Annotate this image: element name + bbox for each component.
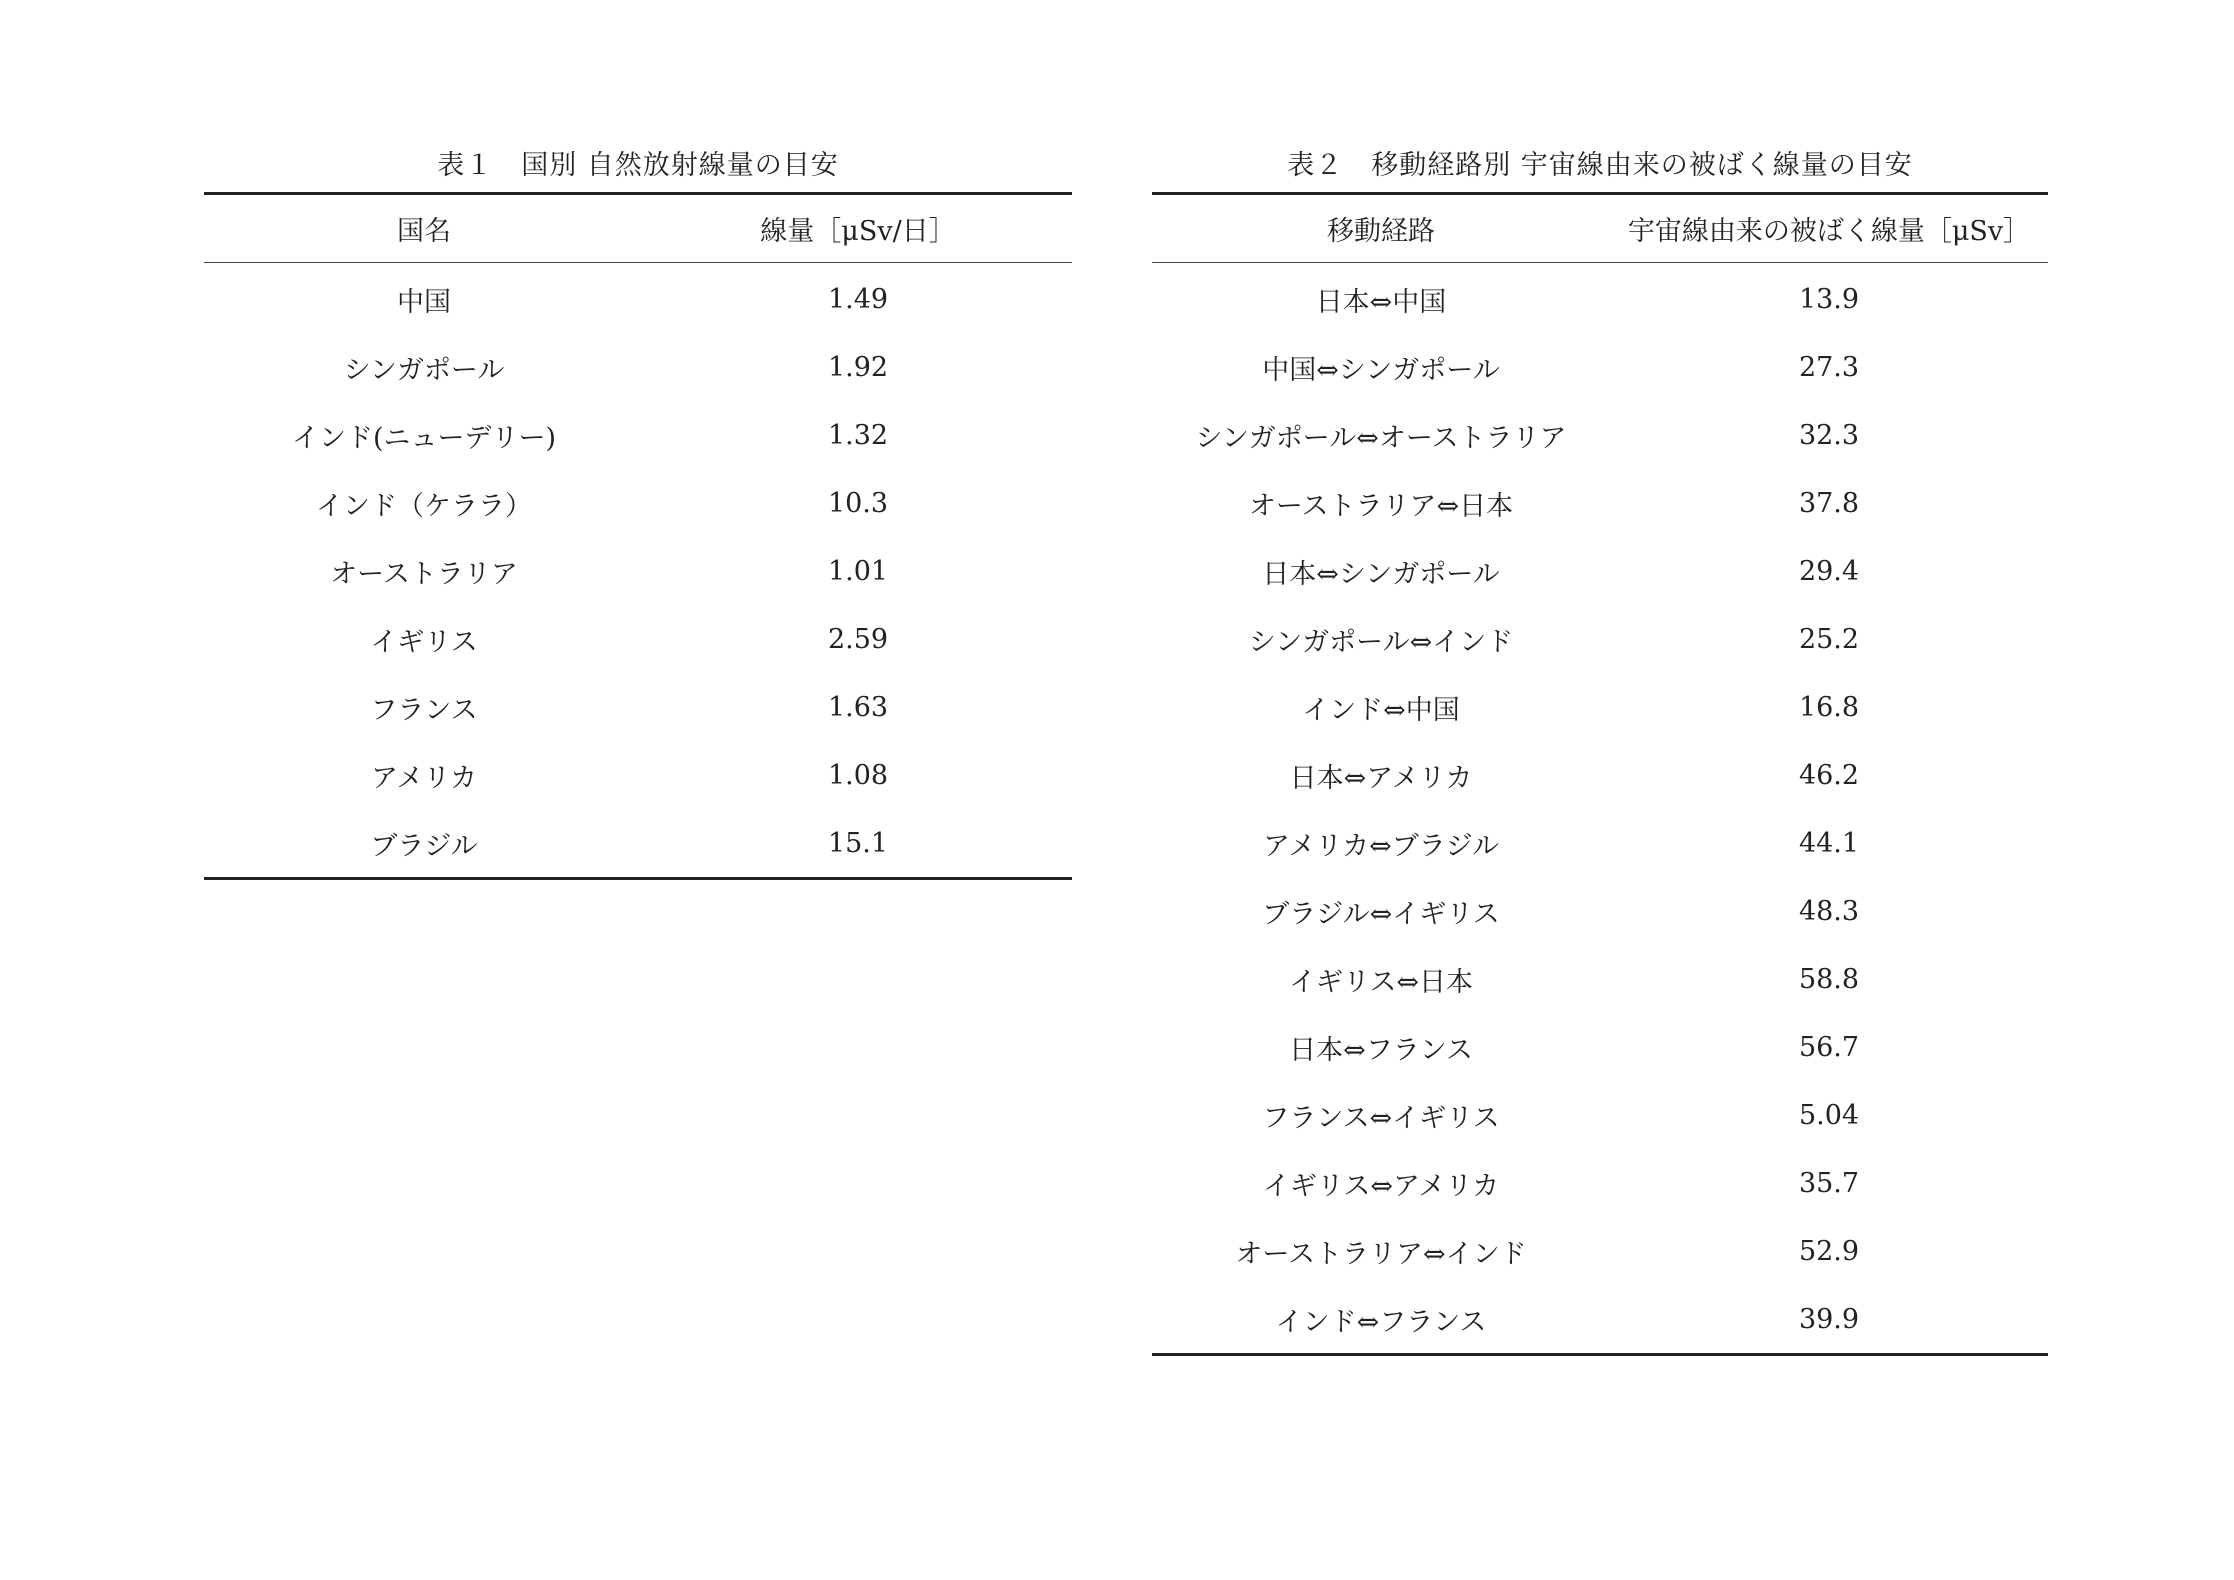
table2-cell-route: インド⇔フランス (1275, 1306, 1487, 1338)
table-row (1152, 469, 2048, 537)
table-row (1152, 945, 2048, 1013)
table-row (1152, 741, 2048, 809)
table1-body (204, 263, 1072, 879)
table2-header-route: 移動経路 (1152, 194, 1610, 263)
table1-cell-name: イギリス (370, 626, 478, 658)
table1-cell-name: インド(ニューデリー) (291, 422, 557, 454)
table2-cell-value: 48.3 (1798, 895, 1860, 927)
table2-cell-route: フランス⇔イギリス (1262, 1102, 1500, 1134)
table-row (1152, 401, 2048, 469)
table1-cell-name: インド（ケララ） (316, 490, 532, 522)
table-row (1152, 537, 2048, 605)
table2-cell-route: イギリス⇔日本 (1288, 966, 1474, 998)
table-row (204, 263, 1072, 334)
table2-cell-value: 56.7 (1798, 1031, 1860, 1063)
table2-caption: 表２ 移動経路別 宇宙線由来の被ばく線量の目安 (1287, 150, 1913, 181)
table1-cell-value: 15.1 (827, 827, 889, 859)
table1 (204, 192, 1072, 880)
table-row (204, 333, 1072, 401)
table1-cell-name: オーストラリア (330, 558, 518, 590)
table1-cell-name: ブラジル (370, 830, 478, 862)
table2-cell-value: 16.8 (1798, 691, 1860, 723)
table-row (1152, 263, 2048, 334)
table-row (204, 673, 1072, 741)
table2-cell-route: シンガポール⇔インド (1248, 626, 1514, 658)
table1-header-row (204, 194, 1072, 263)
table1-cell-value: 1.32 (827, 419, 889, 451)
table1-block (204, 140, 1072, 880)
table-row (1152, 333, 2048, 401)
table2-cell-route: 日本⇔中国 (1315, 286, 1447, 318)
table2-cell-value: 58.8 (1798, 963, 1860, 995)
table2-cell-value: 27.3 (1798, 351, 1860, 383)
table1-cell-name: 中国 (397, 286, 451, 318)
table-row (204, 401, 1072, 469)
table1-cell-name: アメリカ (370, 762, 478, 794)
table1-cell-value: 1.49 (827, 283, 889, 315)
table-row (1152, 1217, 2048, 1285)
table2-cell-route: 日本⇔フランス (1289, 1034, 1473, 1066)
table-row (1152, 1013, 2048, 1081)
table2-cell-value: 13.9 (1798, 283, 1860, 315)
table2-block (1152, 140, 2048, 1356)
table-row (204, 469, 1072, 537)
table2-cell-route: 日本⇔シンガポール (1262, 558, 1500, 590)
table2-cell-route: 日本⇔アメリカ (1289, 762, 1473, 794)
table2-cell-value: 29.4 (1798, 555, 1860, 587)
table2-header-dose: 宇宙線由来の被ばく線量［μSv］ (1610, 194, 2048, 263)
table-row (1152, 673, 2048, 741)
table2-cell-route: オーストラリア⇔日本 (1248, 490, 1514, 522)
table2 (1152, 192, 2048, 1356)
table2-cell-value: 37.8 (1798, 487, 1860, 519)
table2-cell-value: 44.1 (1798, 827, 1860, 859)
table-row (204, 741, 1072, 809)
table1-cell-name: シンガポール (343, 354, 505, 386)
table2-cell-value: 32.3 (1798, 419, 1860, 451)
table-row (1152, 877, 2048, 945)
table2-cell-value: 46.2 (1798, 759, 1860, 791)
table-row (1152, 605, 2048, 673)
table1-cell-value: 2.59 (827, 623, 889, 655)
table1-caption: 表１ 国別 自然放射線量の目安 (437, 150, 839, 181)
table1-cell-value: 1.63 (827, 691, 889, 723)
table2-cell-value: 25.2 (1798, 623, 1860, 655)
table-row (1152, 1285, 2048, 1355)
table-row (204, 809, 1072, 879)
table2-cell-route: ブラジル⇔イギリス (1262, 898, 1500, 930)
table1-cell-value: 1.92 (827, 351, 889, 383)
table2-cell-route: シンガポール⇔オーストラリア (1195, 422, 1567, 454)
table1-header-dose: 線量［μSv/日］ (644, 194, 1072, 263)
table1-header-country: 国名 (204, 194, 644, 263)
table1-cell-value: 1.08 (827, 759, 889, 791)
table2-cell-route: オーストラリア⇔インド (1235, 1238, 1527, 1270)
table-row (1152, 1149, 2048, 1217)
table-row (1152, 809, 2048, 877)
table2-body (1152, 263, 2048, 1355)
table-row (1152, 1081, 2048, 1149)
table1-cell-value: 1.01 (827, 555, 889, 587)
table2-cell-value: 35.7 (1798, 1167, 1860, 1199)
table1-cell-value: 10.3 (827, 487, 889, 519)
table2-cell-route: アメリカ⇔ブラジル (1262, 830, 1500, 862)
table-row (204, 605, 1072, 673)
table2-cell-route: イギリス⇔アメリカ (1262, 1170, 1500, 1202)
table2-cell-route: 中国⇔シンガポール (1262, 354, 1500, 386)
table2-cell-value: 52.9 (1798, 1235, 1860, 1267)
table2-cell-value: 39.9 (1798, 1303, 1860, 1335)
table2-header-row (1152, 194, 2048, 263)
table-row (204, 537, 1072, 605)
table2-cell-value: 5.04 (1798, 1099, 1860, 1131)
table2-cell-route: インド⇔中国 (1302, 694, 1460, 726)
table1-cell-name: フランス (370, 694, 478, 726)
